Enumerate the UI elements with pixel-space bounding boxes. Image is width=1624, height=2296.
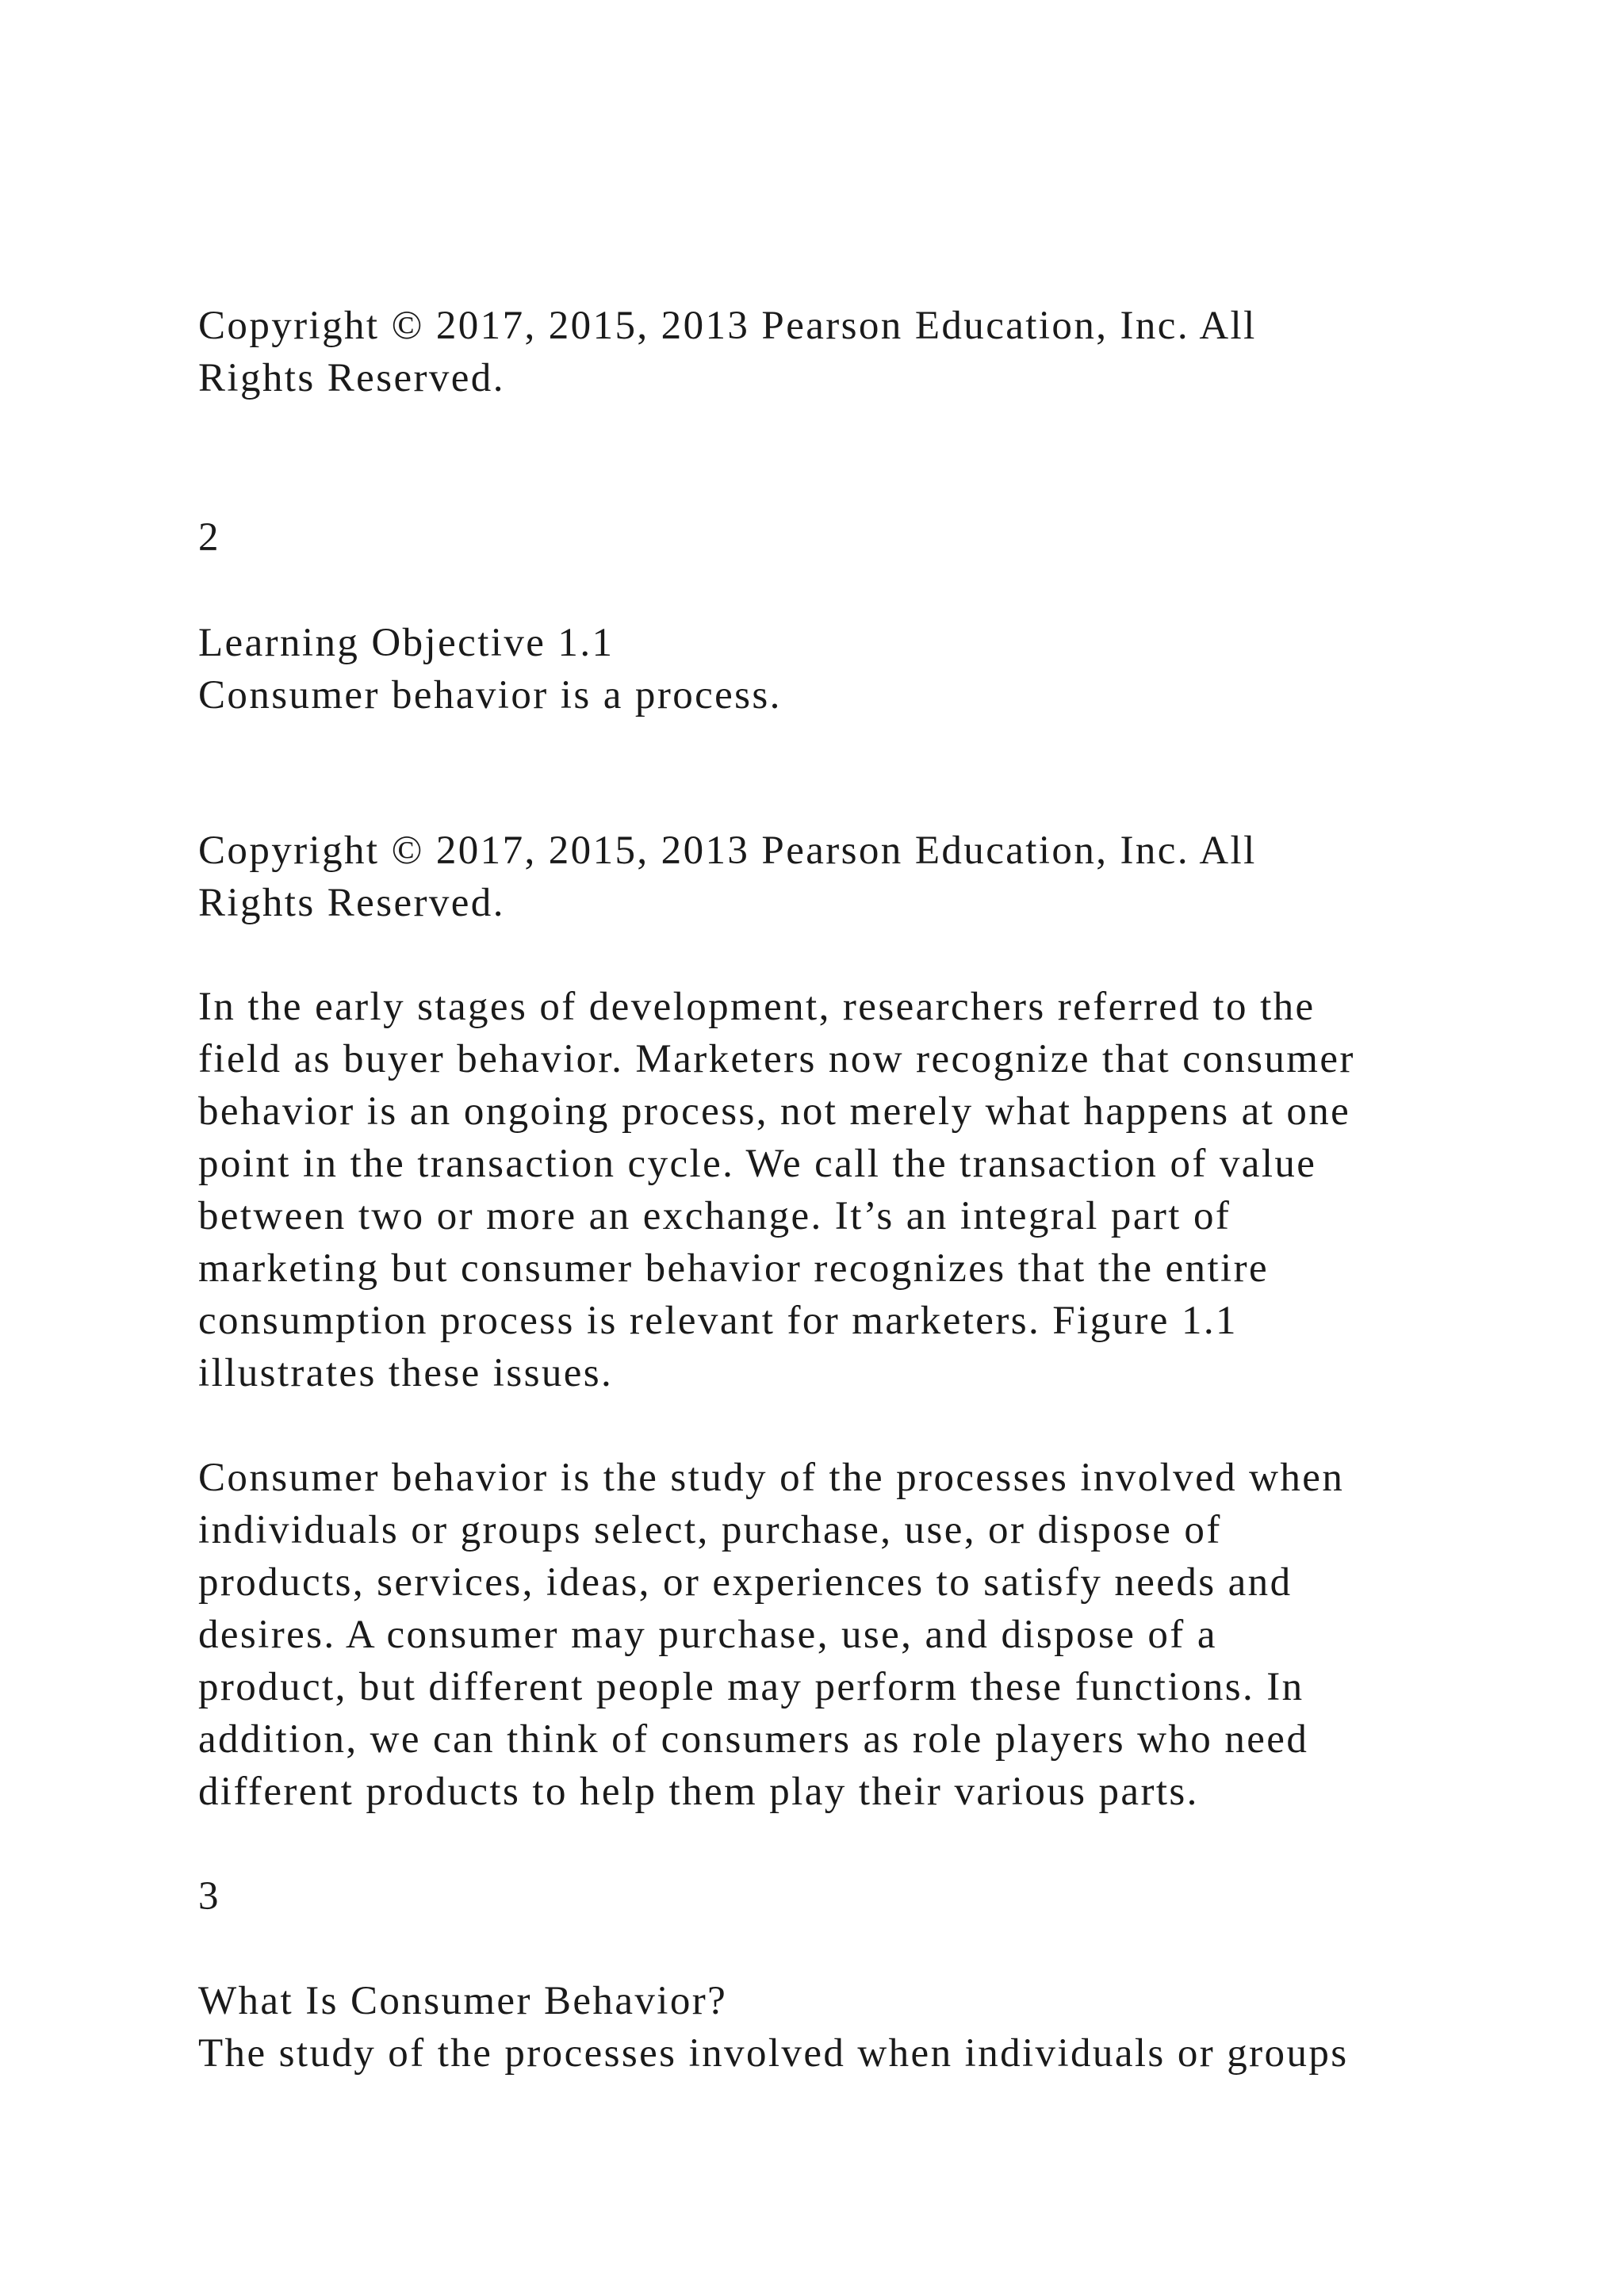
copyright-line: Rights Reserved. — [198, 356, 505, 400]
paragraph-line: desires. A consumer may purchase, use, and dispose of a — [198, 1613, 1217, 1657]
copyright-line: Rights Reserved. — [198, 881, 505, 925]
paragraph-line: individuals or groups select, purchase, use, or dispose of — [198, 1508, 1222, 1552]
paragraph-line: product, but different people may perform these functions. In — [198, 1665, 1304, 1709]
paragraph-line: Consumer behavior is the study of the processes involved when — [198, 1456, 1345, 1500]
section-text: The study of the processes involved when individuals or groups — [198, 2031, 1349, 2076]
paragraph-line: between two or more an exchange. It’s an integral part of — [198, 1194, 1231, 1238]
paragraph-line: marketing but consumer behavior recognizes that the entire — [198, 1246, 1270, 1291]
paragraph-line: field as buyer behavior. Marketers now recognize that consumer — [198, 1037, 1355, 1081]
paragraph-line: behavior is an ongoing process, not merely what happens at one — [198, 1089, 1351, 1134]
paragraph-line: illustrates these issues. — [198, 1351, 614, 1395]
learning-objective-heading: Learning Objective 1.1 — [198, 621, 615, 665]
copyright-line: Copyright © 2017, 2015, 2013 Pearson Education, Inc. All — [198, 828, 1257, 873]
learning-objective-text: Consumer behavior is a process. — [198, 673, 782, 718]
slide-number: 3 — [198, 1874, 220, 1919]
paragraph-line: consumption process is relevant for marketers. Figure 1.1 — [198, 1299, 1238, 1343]
section-heading: What Is Consumer Behavior? — [198, 1979, 728, 2023]
paragraph-line: In the early stages of development, researchers referred to the — [198, 985, 1316, 1029]
paragraph-line: addition, we can think of consumers as role players who need — [198, 1717, 1309, 1762]
paragraph-line: products, services, ideas, or experiences to satisfy needs and — [198, 1560, 1293, 1605]
slide-number: 2 — [198, 515, 220, 560]
copyright-line: Copyright © 2017, 2015, 2013 Pearson Education, Inc. All — [198, 304, 1257, 348]
paragraph-line: different products to help them play their various parts. — [198, 1770, 1199, 1814]
paragraph-line: point in the transaction cycle. We call the transaction of value — [198, 1142, 1317, 1186]
